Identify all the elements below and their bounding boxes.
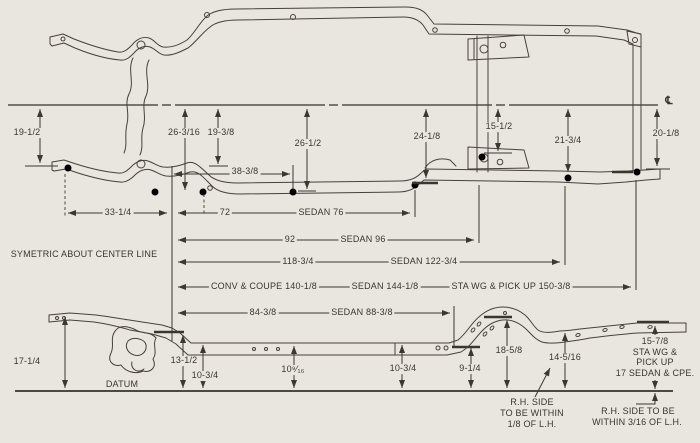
dim-label-sedan-76: SEDAN 76 xyxy=(298,207,344,218)
dim-label-sedan-88-3-8: SEDAN 88-3/8 xyxy=(331,307,393,318)
rear-height-line4: 17 SEDAN & CPE. xyxy=(615,368,695,379)
dim-label-9-1-4: 9-1/4 xyxy=(459,363,481,374)
tolerance-note-mid-line1: R.H. SIDE xyxy=(510,397,554,408)
tolerance-note-rear-line1: R.H. SIDE TO BE xyxy=(601,406,675,417)
dim-label-84-3-8: 84-3/8 xyxy=(249,307,277,318)
dim-label-26-3-16: 26-3/16 xyxy=(168,127,200,138)
dim-label-38-3-8: 38-3/8 xyxy=(231,166,259,177)
dim-label-sta-wg-pickup-150-3-8: STA WG & PICK UP 150-3/8 xyxy=(451,281,571,292)
dim-label-conv-coupe-140-1-8: CONV & COUPE 140-1/8 xyxy=(210,281,318,292)
dim-label-26-1-2: 26-1/2 xyxy=(294,138,322,149)
rear-height-line2: STA WG & xyxy=(632,347,678,358)
datum-label: DATUM xyxy=(105,379,139,390)
dim-label-sedan-144-1-8: SEDAN 144-1/8 xyxy=(351,281,419,292)
dim-label-24-1-8: 24-1/8 xyxy=(413,131,441,142)
dim-label-15-1-2: 15-1/2 xyxy=(485,121,513,132)
front-crossmember xyxy=(124,58,149,155)
dim-label-18-5-8: 18-5/8 xyxy=(495,345,523,356)
dim-label-20-1-8: 20-1/8 xyxy=(652,128,680,139)
rear-height-value: 15-7/8 xyxy=(641,336,669,347)
tolerance-note-mid-line2: TO BE WITHIN xyxy=(500,408,564,419)
dim-label-14-5-16: 14-5/16 xyxy=(549,352,581,363)
dim-label-19-1-2: 19-1/2 xyxy=(13,127,41,138)
dim-label-13-1-2: 13-1/2 xyxy=(170,355,198,366)
dim-label-118-3-4: 118-3/4 xyxy=(282,256,314,267)
plan-view-upper-half xyxy=(50,7,641,60)
dim-label-72: 72 xyxy=(219,207,231,218)
dim-label-sedan-96: SEDAN 96 xyxy=(340,234,386,245)
dim-label-10-3-4-mid: 10-3/4 xyxy=(389,363,417,374)
dim-label-33-1-4: 33-1/4 xyxy=(104,207,132,218)
tolerance-note-rear-line2: WITHIN 3/16 OF L.H. xyxy=(592,417,682,428)
dim-label-17-1-4: 17-1/4 xyxy=(13,356,41,367)
mid-crossmember xyxy=(468,35,529,172)
dim-label-92: 92 xyxy=(284,234,296,245)
tolerance-note-mid-line3: 1/8 OF L.H. xyxy=(507,419,557,430)
dim-label-sedan-122-3-4: SEDAN 122-3/4 xyxy=(390,256,458,267)
rear-crossmember xyxy=(633,45,641,170)
symmetry-note: SYMETRIC ABOUT CENTER LINE xyxy=(10,249,158,260)
rear-height-line3: PICK UP xyxy=(636,357,674,368)
centerline-symbol: ℄ xyxy=(665,94,673,107)
dim-label-10-3-4-front: 10-3/4 xyxy=(191,370,219,381)
dim-label-10-9-16: 10⁹⁄₁₆ xyxy=(281,364,305,375)
reference-points xyxy=(61,150,644,199)
dim-label-19-3-8: 19-3/8 xyxy=(207,127,235,138)
dim-label-21-3-4: 21-3/4 xyxy=(554,135,582,146)
